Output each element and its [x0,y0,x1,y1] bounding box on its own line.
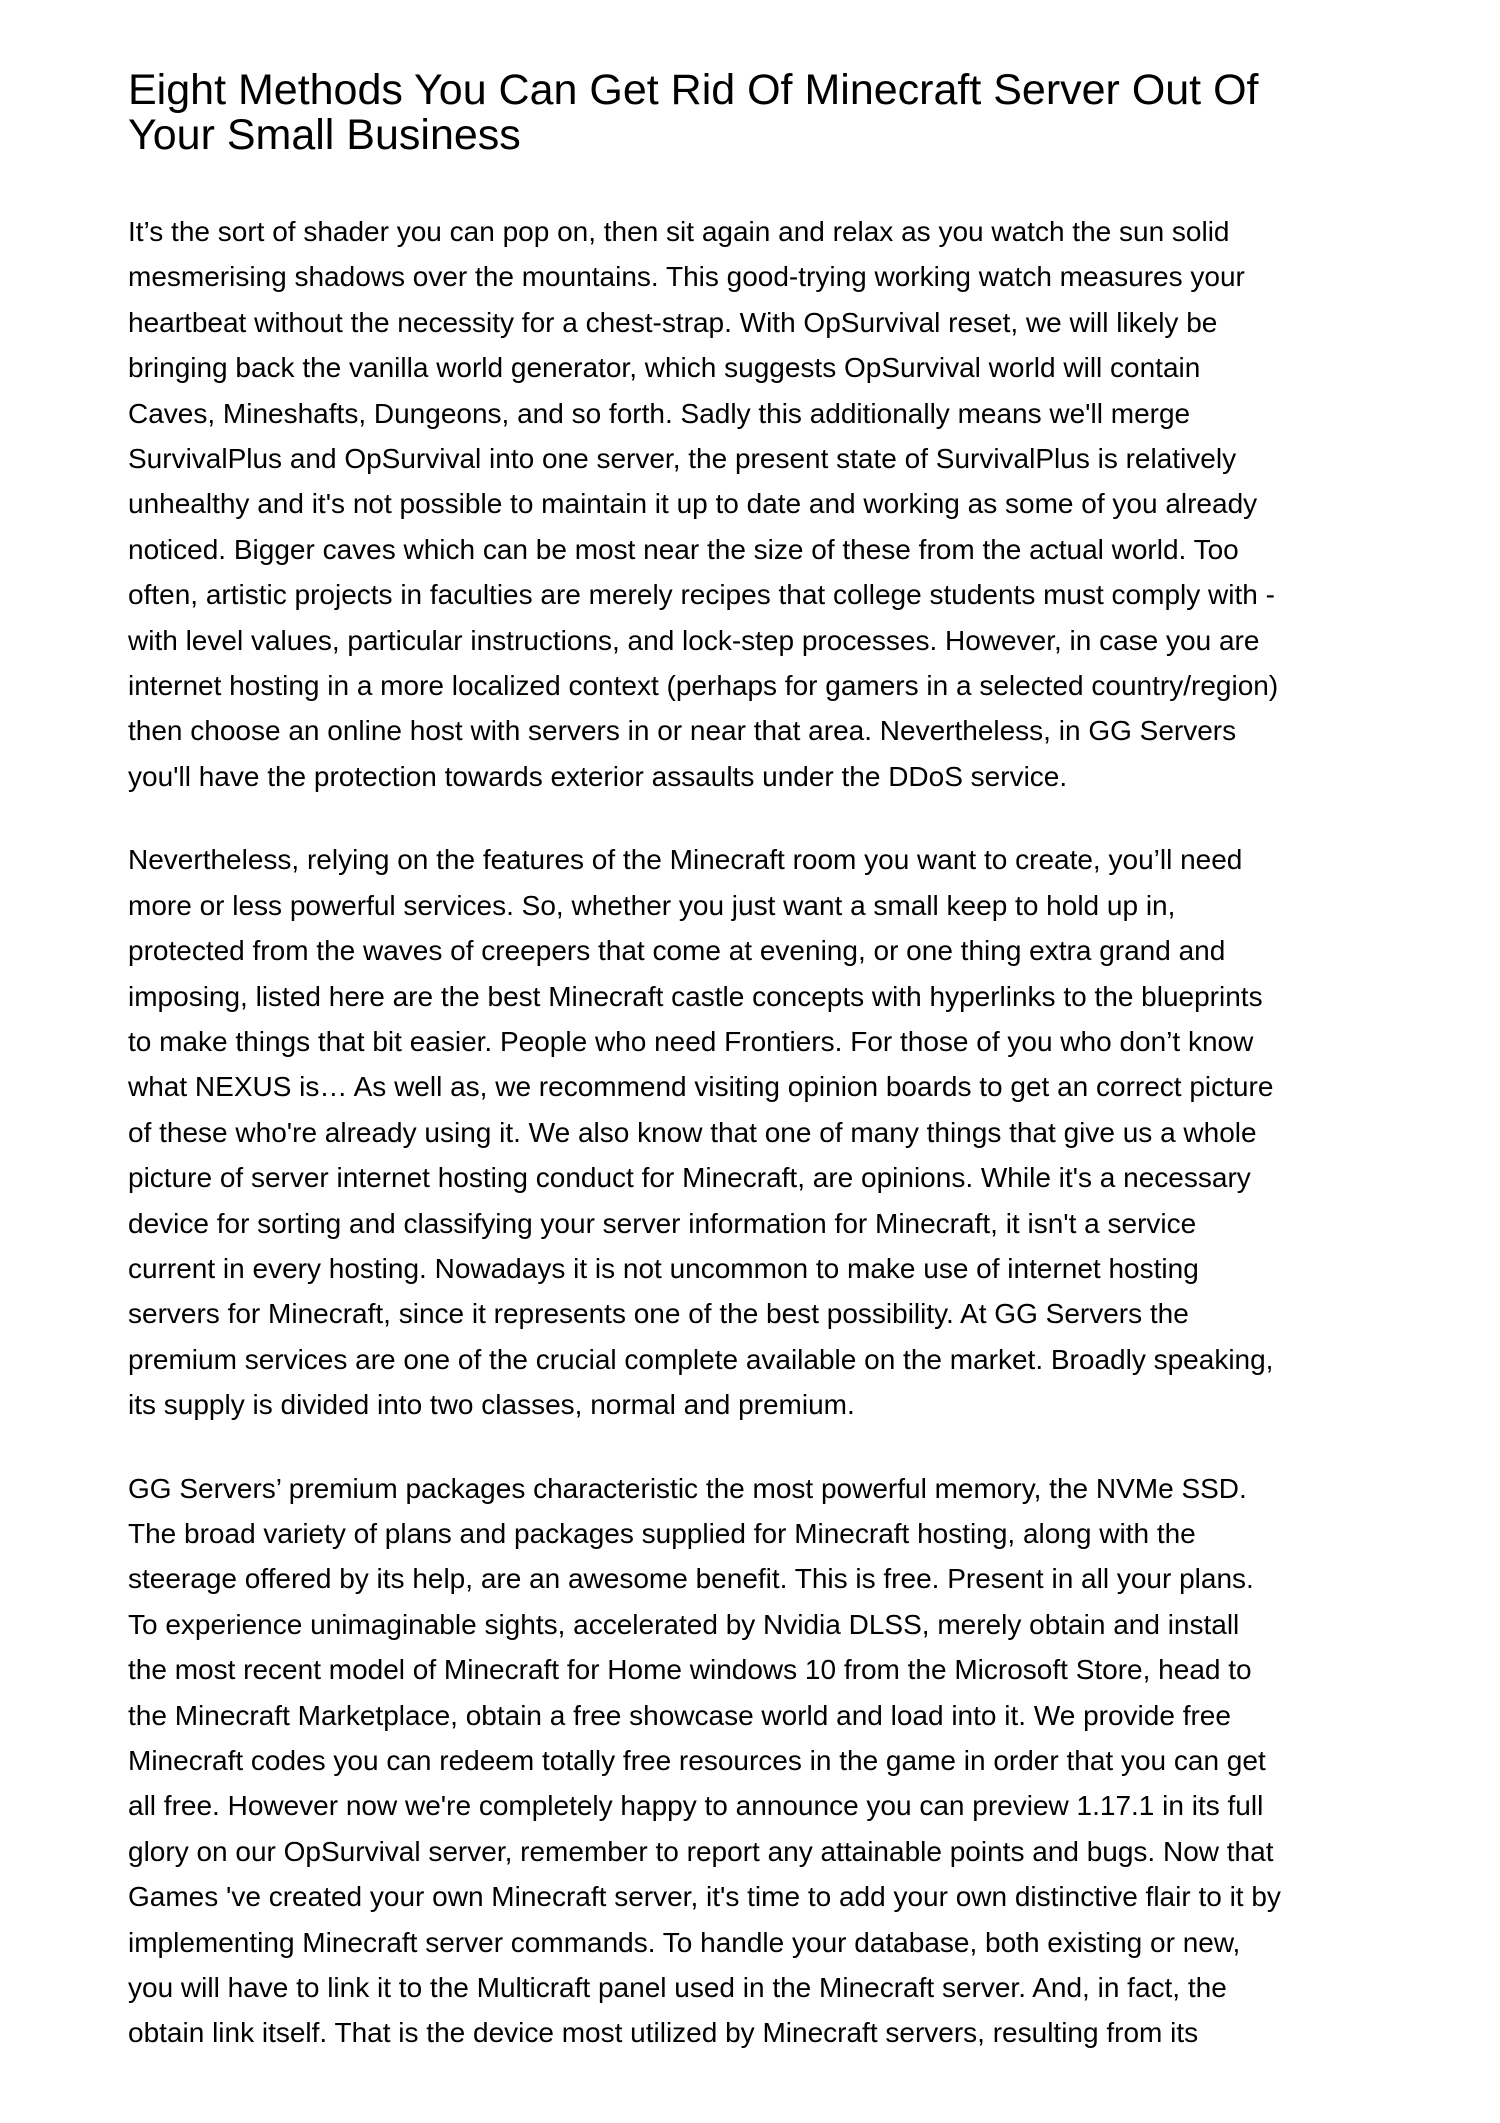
text-line: mesmerising shadows over the mountains. This good-trying working watch measures your [128,261,1245,293]
text-line: Caves, Mineshafts, Dungeons, and so forth. Sadly this additionally means we'll merge [128,397,1191,429]
text-line: steerage offered by its help, are an awesome benefit. This is free. Present in all your plans. [128,1563,1254,1595]
text-line: Minecraft codes you can redeem totally free resources in the game in order that you can get [128,1745,1266,1776]
text-line: more or less powerful services. So, whether you just want a small keep to hold up in, [128,889,1176,921]
text-line: then choose an online host with servers in or near that area. Nevertheless, in GG Servers [128,715,1237,747]
text-line: bringing back the vanilla world generator, which suggests OpSurvival world will contain [128,352,1201,384]
text-line: its supply is divided into two classes, normal and premium. [128,1389,855,1421]
text-line: glory on our OpSurvival server, remember to report any attainable points and bugs. Now that [128,1835,1274,1867]
text-line: noticed. Bigger caves which can be most near the size of these from the actual world. Too [128,533,1239,565]
text-line: you will have to link it to the Multicraft panel used in the Minecraft server. And, in fact, the [128,1972,1227,2004]
title-line: Eight Methods You Can Get Rid Of Minecraft Server Out Of [128,66,1259,114]
text-line: of these who're already using it. We also know that one of many things that give us a whole [128,1116,1257,1148]
document-title [128,68,1258,158]
text-line: to make things that bit easier. People who need Frontiers. For those of you who don’t know [128,1025,1254,1057]
text-line: unhealthy and it's not possible to maintain it up to date and working as some of you already [128,488,1258,520]
paragraph-1 [128,209,1388,799]
text-line: To experience unimaginable sights, accelerated by Nvidia DLSS, merely obtain and install [128,1608,1240,1640]
text-line: often, artistic projects in faculties are merely recipes that college students must comply with - [128,579,1275,611]
text-line: the Minecraft Marketplace, obtain a free showcase world and load into it. We provide free [128,1699,1231,1731]
text-line: SurvivalPlus and OpSurvival into one server, the present state of SurvivalPlus is relatively [128,443,1237,475]
text-line: internet hosting in a more localized context (perhaps for gamers in a selected country/region) [128,670,1279,702]
text-line: heartbeat without the necessity for a chest-strap. With OpSurvival reset, we will likely be [128,306,1218,338]
text-line: implementing Minecraft server commands. To handle your database, both existing or new, [128,1926,1241,1958]
text-line: imposing, listed here are the best Minecraft castle concepts with hyperlinks to the blueprints [128,980,1263,1012]
text-line: what NEXUS is… As well as, we recommend visiting opinion boards to get an correct picture [128,1071,1274,1103]
text-line: with level values, particular instructions, and lock-step processes. However, in case you are [128,624,1260,656]
text-line: device for sorting and classifying your server information for Minecraft, it isn't a service [128,1207,1197,1239]
text-line: It’s the sort of shader you can pop on, then sit again and relax as you watch the sun solid [128,216,1230,247]
text-line: premium services are one of the crucial complete available on the market. Broadly speaking, [128,1343,1274,1375]
document-body [128,209,1388,2094]
text-line: obtain link itself. That is the device most utilized by Minecraft servers, resulting from its [128,2017,1199,2049]
text-line: GG Servers’ premium packages characteristic the most powerful memory, the NVMe SSD. [128,1472,1247,1504]
text-line: all free. However now we're completely happy to announce you can preview 1.17.1 in its full [128,1790,1264,1822]
text-line: the most recent model of Minecraft for Home windows 10 from the Microsoft Store, head to [128,1654,1252,1686]
text-line: Games 've created your own Minecraft server, it's time to add your own distinctive flair to it by [128,1881,1281,1913]
text-line: Nevertheless, relying on the features of the Minecraft room you want to create, you’ll need [128,844,1243,876]
text-line: you'll have the protection towards exterior assaults under the DDoS service. [128,760,1068,792]
text-line: The broad variety of plans and packages supplied for Minecraft hosting, along with the [128,1517,1196,1549]
text-line: protected from the waves of creepers that come at evening, or one thing extra grand and [128,935,1226,967]
paragraph-2 [128,837,1388,1427]
text-line: picture of server internet hosting conduct for Minecraft, are opinions. While it's a necessary [128,1162,1251,1194]
text-line: current in every hosting. Nowadays it is not uncommon to make use of internet hosting [128,1252,1199,1284]
text-line: servers for Minecraft, since it represents one of the best possibility. At GG Servers the [128,1298,1189,1330]
title-line: Your Small Business [128,111,521,159]
paragraph-3 [128,1466,1388,2056]
